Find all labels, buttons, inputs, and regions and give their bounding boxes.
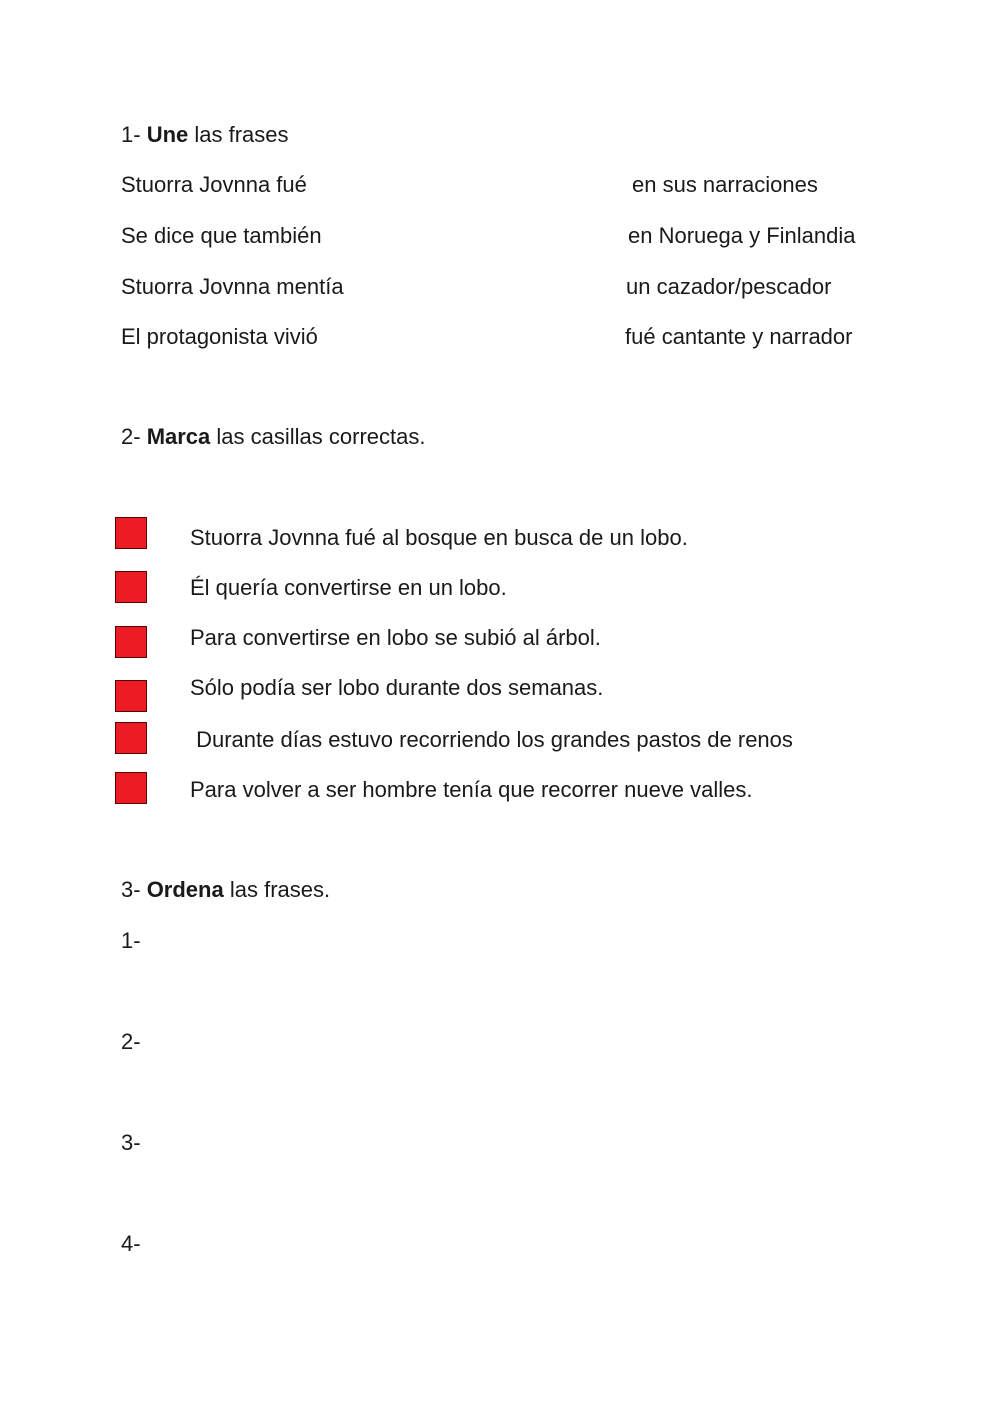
section-2-instruction: las casillas correctas.: [216, 424, 426, 449]
statement-1: Stuorra Jovnna fué al bosque en busca de un lobo.: [190, 525, 688, 550]
section-2-verb: Marca: [146, 424, 211, 449]
checkbox-5[interactable]: [115, 722, 147, 754]
match-left-4[interactable]: El protagonista vivió: [121, 324, 318, 349]
section-2-number: 2-: [121, 424, 141, 449]
section-3-instruction: las frases.: [229, 877, 331, 902]
section-3-number: 3-: [121, 877, 141, 902]
order-slot-4[interactable]: 4-: [121, 1231, 141, 1256]
section-3-heading: [121, 877, 330, 903]
section-3-verb: Ordena: [146, 877, 224, 902]
statement-4: Sólo podía ser lobo durante dos semanas.: [190, 675, 604, 700]
checkbox-6[interactable]: [115, 772, 147, 804]
section-1-instruction: las frases: [194, 122, 289, 147]
section-2-heading: [121, 424, 425, 450]
section-1-number: 1-: [121, 122, 141, 147]
match-right-3[interactable]: un cazador/pescador: [626, 274, 832, 299]
match-left-1[interactable]: Stuorra Jovnna fué: [121, 172, 307, 197]
statement-6: Para volver a ser hombre tenía que recorrer nueve valles.: [190, 777, 753, 802]
statement-3: Para convertirse en lobo se subió al árbol.: [190, 625, 601, 650]
section-1-heading: [121, 122, 289, 148]
match-right-2[interactable]: en Noruega y Finlandia: [628, 223, 856, 248]
match-left-2[interactable]: Se dice que también: [121, 223, 322, 248]
order-slot-2[interactable]: 2-: [121, 1029, 141, 1054]
checkbox-1[interactable]: [115, 517, 147, 549]
match-right-1[interactable]: en sus narraciones: [632, 172, 818, 197]
checkbox-3[interactable]: [115, 626, 147, 658]
match-right-4[interactable]: fué cantante y narrador: [625, 324, 853, 349]
order-slot-3[interactable]: 3-: [121, 1130, 141, 1155]
checkbox-2[interactable]: [115, 571, 147, 603]
match-left-3[interactable]: Stuorra Jovnna mentía: [121, 274, 344, 299]
statement-5: Durante días estuvo recorriendo los grandes pastos de renos: [190, 727, 793, 752]
checkbox-4[interactable]: [115, 680, 147, 712]
statement-2: Él quería convertirse en un lobo.: [190, 575, 507, 600]
order-slot-1[interactable]: 1-: [121, 928, 141, 953]
section-1-verb: Une: [146, 122, 189, 147]
